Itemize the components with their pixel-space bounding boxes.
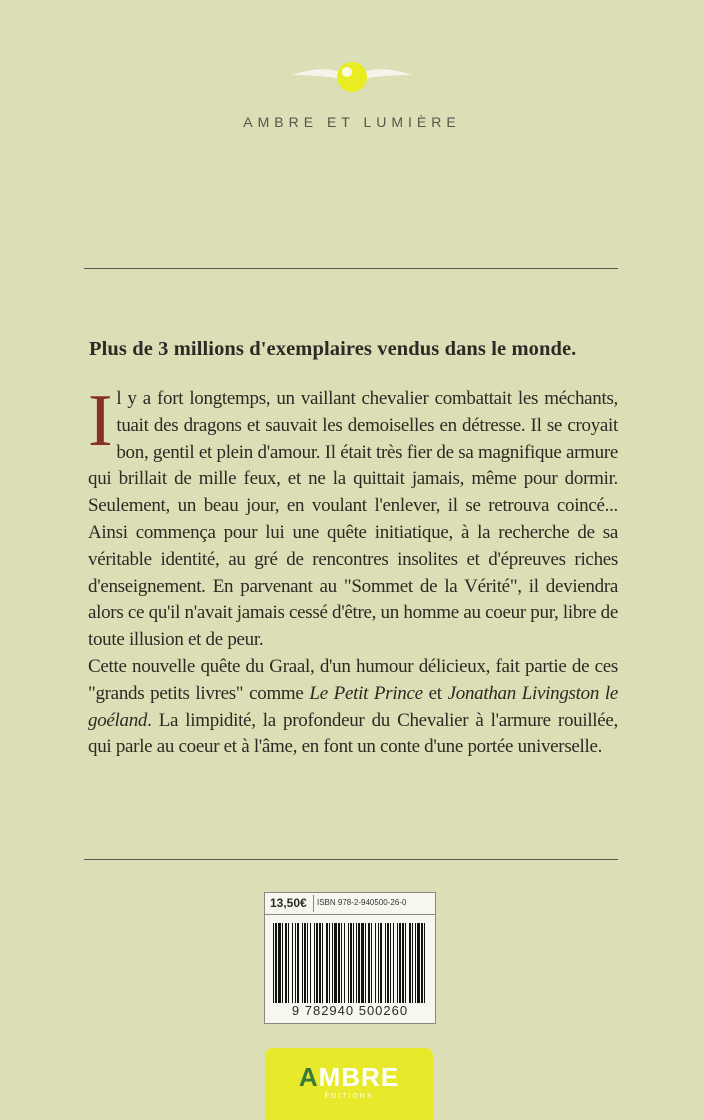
publisher-badge (265, 1048, 433, 1120)
isbn: ISBN 978-2-940500-26-0 (317, 898, 407, 907)
collection-name: AMBRE ET LUMIÈRE (243, 114, 461, 130)
blurb-text-and: et (422, 682, 448, 704)
barcode-icon (271, 923, 429, 1003)
barcode-box (264, 892, 436, 1024)
publisher-initial: A (298, 1062, 319, 1092)
amber-drop-logo (292, 55, 412, 99)
blurb-paragraph-2 (88, 654, 618, 761)
blurb-text-2b: . La limpidité, la profondeur du Chevalier à l'armure rouillée, qui parle au coeur et à l'âme, en font un conte d'une portée universelle. (88, 709, 618, 758)
blurb-text-2a: Cette nouvelle quête du Graal, d'un humour délicieux, fait partie de ces "grands petits livres" comme (88, 655, 618, 704)
barcode-digits: 9 782940 500260 (291, 1003, 409, 1018)
publisher-logo (265, 1062, 433, 1093)
bottom-divider (84, 859, 618, 860)
blurb-paragraph-1 (88, 380, 618, 654)
price-separator (313, 895, 314, 912)
publisher-subtitle: ÉDITIONS (324, 1093, 374, 1100)
drop-cap: I (88, 380, 113, 462)
blurb (88, 380, 618, 761)
headline: Plus de 3 millions d'exemplaires vendus dans le monde. (89, 338, 577, 360)
publisher-name: MBRE (318, 1062, 400, 1092)
price-row (265, 893, 435, 915)
title-petit-prince: Le Petit Prince (309, 682, 423, 704)
title-jonathan-livingston: Jonathan Livingston le goéland (88, 682, 618, 731)
blurb-text-1: l y a fort longtemps, un vaillant chevalier combattait les méchants, tuait des dragons et sauvait les demoiselles en détresse. Il se croyait bon, gentil et plein d'amour. Il était très fier de sa magnifique armure qui brillait de mille feux, et ne la quittait jamais, même pour dormir. Seulement, un beau jour, en voulant l'enlever, il se retrouva coincé... Ainsi commença pour lui une quête initiatique, à la recherche de sa véritable identité, au gré de rencontres insolites et d'épreuves riches d'enseignement. En parvenant au "Sommet de la Vérité", il deviendra alors ce qu'il n'avait jamais cessé d'être, un homme au coeur pur, libre de toute illusion et de peur. (88, 388, 618, 651)
price: 13,50€ (270, 896, 307, 910)
top-divider (84, 268, 618, 269)
